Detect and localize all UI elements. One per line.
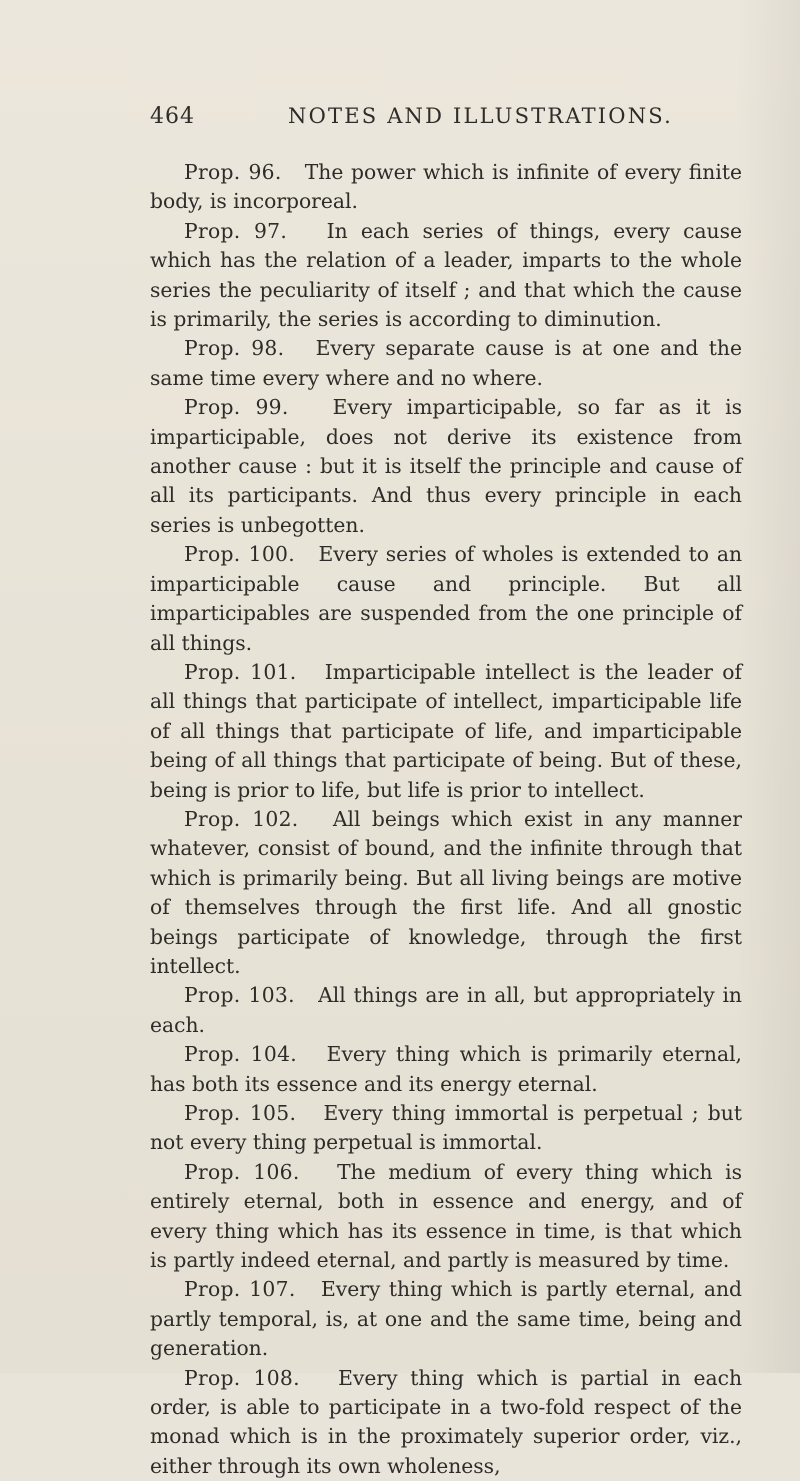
proposition-text: All beings which exist in any manner whatever, consist of bound, and the infinite through that which is primarily being. But all living beings are motive of themselves through the first life. And all gnostic beings participate of knowledge, through the first intellect. bbox=[150, 806, 743, 978]
proposition-96 bbox=[150, 158, 742, 217]
proposition-label: Prop. 102. bbox=[184, 806, 299, 831]
proposition-label: Prop. 100. bbox=[184, 542, 295, 567]
proposition-107 bbox=[150, 1275, 742, 1363]
proposition-label: Prop. 108. bbox=[184, 1365, 300, 1390]
page-number: 464 bbox=[150, 104, 195, 129]
proposition-text: All things are in all, but appropriately in each. bbox=[150, 983, 742, 1037]
proposition-99 bbox=[150, 393, 742, 540]
proposition-label: Prop. 105. bbox=[184, 1101, 297, 1125]
proposition-text: In each series of things, every cause which has the relation of a leader, imparts to the whole series the peculiarity of itself ; and that which the cause is primarily, the series is according to diminution. bbox=[150, 218, 743, 332]
proposition-103 bbox=[150, 981, 742, 1040]
proposition-label: Prop. 106. bbox=[184, 1159, 300, 1184]
proposition-106 bbox=[150, 1158, 742, 1276]
proposition-text: Every series of wholes is extended to an imparticipable cause and principle. But all imparticipables are suspended from the one principle of all things. bbox=[150, 542, 743, 655]
proposition-text: Every thing immortal is perpetual ; but not every thing perpetual is immortal. bbox=[150, 1101, 742, 1155]
proposition-104 bbox=[150, 1040, 742, 1099]
proposition-100 bbox=[150, 540, 742, 658]
proposition-label: Prop. 103. bbox=[184, 983, 295, 1008]
proposition-text: Every imparticipable, so far as it is imparticipable, does not derive its existence from another cause : but it is itself the principle and cause of all its participants. And thus every principle in each series is unbegotten. bbox=[150, 395, 742, 537]
proposition-label: Prop. 96. bbox=[184, 160, 282, 184]
proposition-label: Prop. 99. bbox=[184, 395, 289, 420]
proposition-text: Every thing which is primarily eternal, has both its essence and its energy eternal. bbox=[150, 1042, 743, 1096]
page-header bbox=[150, 104, 750, 144]
proposition-text: Every thing which is partial in each order, is able to participate in a two-fold respect of the monad which is in the proximately superior order, viz., either through its own wholeness, bbox=[150, 1365, 742, 1478]
proposition-text: Every separate cause is at one and the same time every where and no where. bbox=[150, 336, 742, 390]
running-head: NOTES AND ILLUSTRATIONS. bbox=[288, 104, 674, 128]
proposition-label: Prop. 101. bbox=[184, 659, 297, 684]
proposition-101 bbox=[150, 658, 742, 805]
proposition-label: Prop. 97. bbox=[184, 218, 288, 243]
proposition-text: Every thing which is partly eternal, and partly temporal, is, at one and the same time, being and generation. bbox=[150, 1277, 742, 1361]
proposition-label: Prop. 107. bbox=[184, 1277, 296, 1302]
proposition-label: Prop. 104. bbox=[184, 1042, 298, 1067]
proposition-108 bbox=[150, 1364, 742, 1481]
proposition-text: The medium of every thing which is entirely eternal, both in essence and energy, and of every thing which has its essence in time, is that which is partly indeed eternal, and partly is measured by time. bbox=[150, 1159, 742, 1273]
proposition-98 bbox=[150, 334, 742, 393]
proposition-105 bbox=[150, 1099, 742, 1158]
proposition-label: Prop. 98. bbox=[184, 336, 285, 361]
body-text bbox=[150, 158, 742, 1481]
proposition-97 bbox=[150, 217, 742, 335]
proposition-102 bbox=[150, 805, 742, 981]
proposition-text: Imparticipable intellect is the leader of all things that participate of intellect, imparticipable life of all things that participate of life, and imparticipable being of all things that participate of being. But of these, being is prior to life, but life is prior to intellect. bbox=[150, 659, 743, 802]
proposition-text: The power which is infinite of every finite body, is incorporeal. bbox=[150, 160, 743, 214]
